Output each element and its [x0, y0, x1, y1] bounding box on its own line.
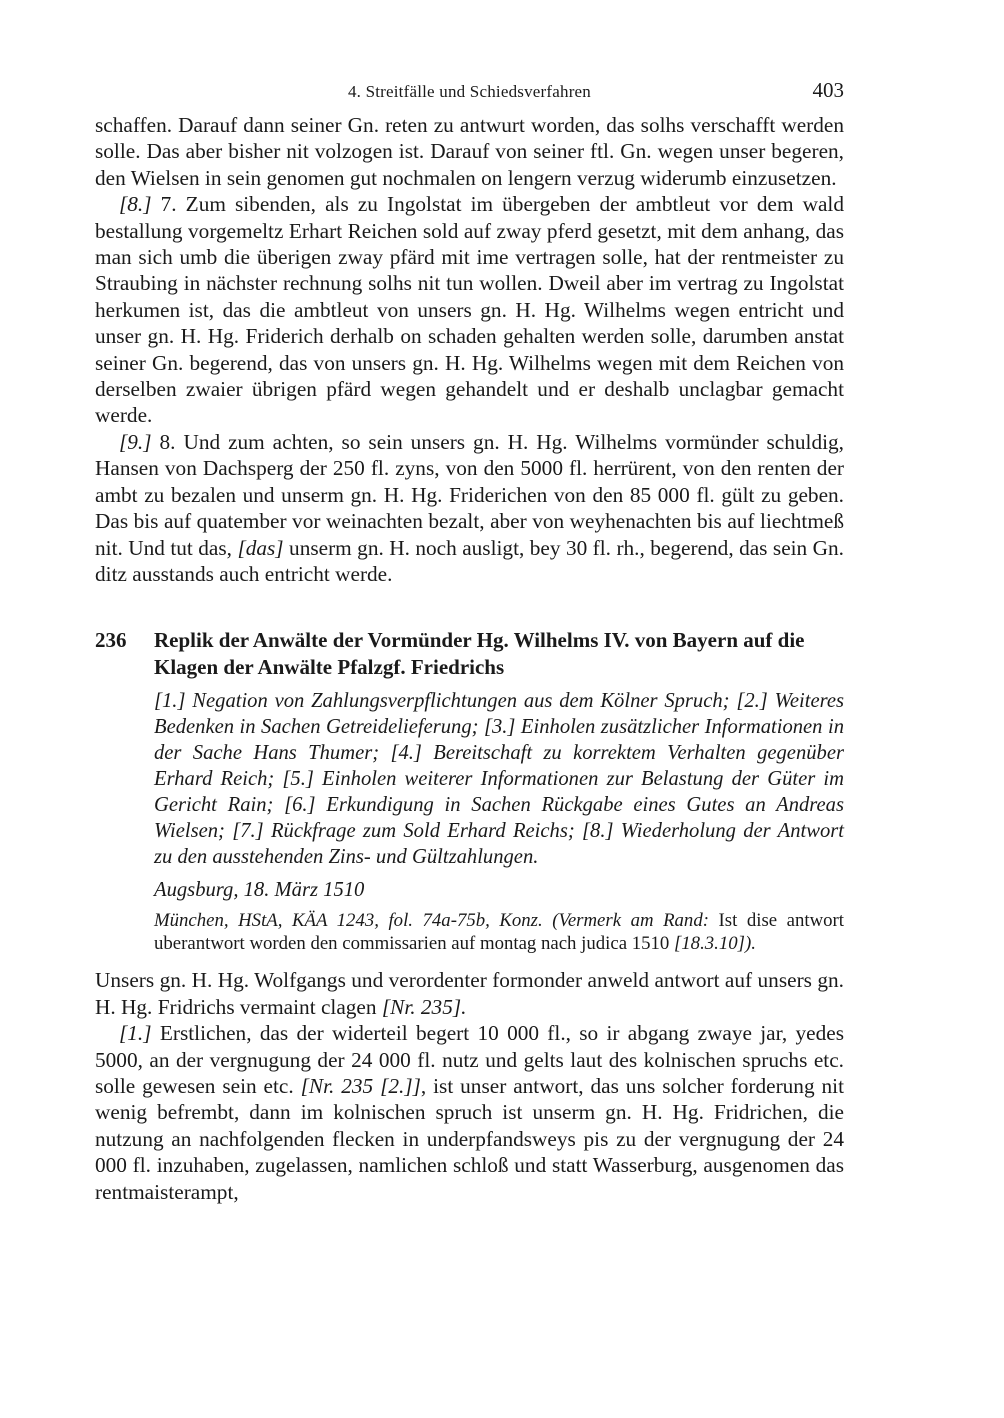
document-dateline: Augsburg, 18. März 1510 [154, 879, 365, 902]
paragraph-text: Erstlichen, das der widerteil begert 10 000 fl., so ir abgang zwaye jar, yedes 5000, an der vergnugung der 24 000 fl. nutz und gelts laut des kolnischen spruchs etc. solle gewesen sein etc. [95, 1021, 844, 1098]
document-apparatus [154, 688, 844, 955]
page-number: 403 [812, 78, 844, 102]
running-title: 4. Streitfälle und Schiedsverfahren [347, 82, 592, 101]
body-paragraph-intro [95, 967, 844, 1020]
document-regest: [1.] Negation von Zahlungsverpflichtungen aus dem Kölner Spruch; [2.] Weiteres Bedenken in Sachen Getreidelieferung; [3.] Einholen zusätzlicher Informationen in der Sache Hans Thumer; [4.] Bereitschaft zu korrektem Verhalten gegenüber Erhard Reich; [5.] Einholen weiterer Informationen zur Belastung der Güter im Gericht Rain; [6.] Erkundigung in Sachen Rückgabe eines Gutes an Andreas Wielsen; [7.] Rückfrage zum Sold Erhard Reichs; [8.] Wiederholung der Antwort zu den ausstehenden Zins- und Gültzahlungen. [154, 690, 844, 869]
source-archive: München, HStA, KÄA 1243, fol. 74a-75b, Konz. (Vermerk am Rand: [154, 910, 719, 932]
paragraph-text: , ist unser antwort, das uns solcher forderung nit wenig befrembt, dann im kolnischen spruch ist unserm gn. H. Hg. Fridrichen, die nutzung an nachfolgenden flecken in underpfandsweys pis zu der vergnugung der 24 000 fl. inzuhaben, zugelassen, namlichen schloß und statt Wasserburg, ausgenomen das rentmaisterampt, [95, 1073, 844, 1204]
cross-reference: [Nr. 235 [2.]] [300, 1073, 421, 1098]
paragraph-section-9 [95, 429, 844, 587]
paragraph-text: schaffen. Darauf dann seiner Gn. reten zu antwurt worden, das solhs verschafft werden solle. Das aber bisher nit volzogen ist. Darauf von seiner ftl. Gn. wegen unser begeren, den Wielsen in sein genomen gut nochmalen on lengern verzug widerumb einzusetzen. [95, 113, 844, 190]
source-date: [18.3.10]). [673, 932, 756, 954]
section-marker: [8.] [119, 192, 152, 217]
section-marker: [9.] [119, 429, 152, 454]
paragraph-text: 7. Zum sibenden, als zu Ingolstat im übergeben der ambtleut vor dem wald bestallung vorgemeltz Erhart Reichen sold auf zway pferd gesetzt, mit dem anhang, das man sich umb die überigen zway pfärd mit ime vertragen solle, hat der rentmeister zu Straubing in nächster rechnung solhs nit tun wollen. Dweil aber im vertrag zu Ingolstat herkumen ist, das die ambtleut von unsers gn. H. Hg. Wilhelms wegen entricht und unser gn. H. Hg. Friderich derhalb on schaden gehalten werden solle, darumben anstat seiner Gn. begerend, das von unsers gn. H. Hg. Wilhelms wegen mit dem Reichen von derselben zwaier übrigen pfärd wegen gehandelt und er deshalb unclagbar gemacht werde. [95, 192, 844, 428]
document-source-note [154, 910, 844, 955]
document-page [95, 76, 844, 1205]
cross-reference: [Nr. 235]. [381, 994, 467, 1019]
paragraph-text: unserm gn. H. noch ausligt, bey 30 fl. rh., begerend, das sein Gn. ditz ausstands auch entricht werde. [95, 535, 844, 586]
section-marker: [1.] [119, 1021, 152, 1046]
paragraph-text: 8. Und zum achten, so sein unsers gn. H. Hg. Wilhelms vormünder schuldig, Hansen von Dachsperg der 250 fl. zyns, von den 5000 fl. herrürent, von den renten der ambt zu bezalen und unserm gn. H. Hg. Friderichen von den 85 000 fl. gült zu geben. Das bis auf quatember vor weinachten bezalt, aber von weyhenachten bis auf liechtmeß nit. Und tut das, [95, 429, 844, 560]
continuation-paragraph [95, 112, 844, 191]
paragraph-section-8 [95, 191, 844, 429]
document-heading [95, 627, 844, 680]
editorial-insertion: [das] [237, 535, 284, 560]
body-paragraph-section-1 [95, 1020, 844, 1205]
source-marginal-note: Ist dise antwort uberantwort worden den commissarien auf montag nach judica 1510 [154, 910, 844, 954]
running-head [95, 76, 844, 112]
document-title: Replik der Anwälte der Vormünder Hg. Wilhelms IV. von Bayern auf die Klagen der Anwälte Pfalzgf. Friedrichs [154, 628, 805, 679]
document-number: 236 [95, 628, 127, 653]
paragraph-text: Unsers gn. H. Hg. Wolfgangs und verordenter formonder anweld antwort auf unsers gn. H. Hg. Fridrichs vermaint clagen [95, 968, 844, 1019]
